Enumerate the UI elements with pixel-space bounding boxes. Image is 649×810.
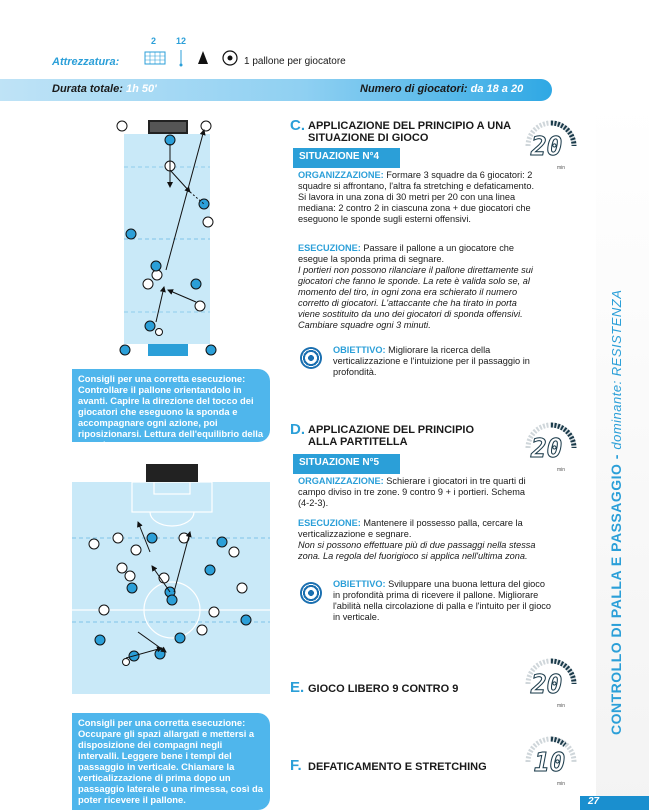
diagram-situation-4 <box>108 112 228 362</box>
page-number: 27 <box>580 796 649 810</box>
target-icon <box>300 582 322 604</box>
section-f-letter: F. <box>290 757 302 774</box>
section-d-title <box>308 424 474 448</box>
obj-d-text: Sviluppare una buona lettura del gioco in profondità prima di ricevere il pallone. Migliorare l'abilità nella circolazione di palla e l'intuito per il gioco in verticale. <box>333 579 552 622</box>
tip-2-text: Occupare gli spazi allargati e mettersi a disposizione dei compagni negli intervalli. Leggere bene i tempi del passaggio in verticale. Chiamare la verticalizzazione di prima dopo un passaggio laterale o una rimessa, così da poter ricevere il pallone. <box>78 728 263 805</box>
situation-4-badge: SITUAZIONE N°4 <box>293 148 400 168</box>
org-d-label: ORGANIZZAZIONE: <box>298 476 384 486</box>
side-label <box>608 95 624 735</box>
exe-d-text: Mantenere il possesso palla, cercare la verticalizzazione e segnare. <box>298 518 523 539</box>
org-c-label: ORGANIZZAZIONE: <box>298 170 384 180</box>
timer-d-unit: min <box>557 467 566 473</box>
obj-c-text: Migliorare la ricerca della verticalizzazione e l'intuizione per il passaggio in profondità. <box>333 345 530 377</box>
section-d-objective <box>333 579 551 623</box>
diagram-situation-5 <box>70 460 274 700</box>
duration <box>52 83 157 95</box>
players <box>360 83 523 95</box>
exe-d-label: ESECUZIONE: <box>298 518 361 528</box>
goal-bottom <box>148 344 188 356</box>
timer-f-unit: min <box>557 781 566 787</box>
section-c-execution <box>298 243 538 331</box>
section-c-title <box>308 120 511 144</box>
section-d-letter: D. <box>290 421 305 438</box>
org-d-text: Schierare i giocatori in tre quarti di campo diviso in tre zone. 9 contro 9 + i portieri. Schema (4-2-3). <box>298 476 526 508</box>
target-icon <box>300 347 322 369</box>
duration-value: 1h 50' <box>125 83 157 95</box>
goal-top-2 <box>146 464 198 482</box>
section-f-title: DEFATICAMENTO E STRETCHING <box>308 761 487 773</box>
section-e-letter: E. <box>290 679 305 696</box>
section-c-title-2: SITUAZIONE DI GIOCO <box>308 132 429 144</box>
section-c-letter: C. <box>290 117 305 134</box>
org-c-text: Formare 3 squadre da 6 giocatori: 2 squadre si affrontano, l'altra fa stretching e defaticamento. Si lavora in una zona di 30 metri per 20 con una linea mediana: 2 contro 2 in ciascuna zona + due giocatori che eseguono le sponde sugli esterni offensivi. <box>298 170 535 224</box>
section-e-title: GIOCO LIBERO 9 CONTRO 9 <box>308 683 459 695</box>
section-c-objective <box>333 345 551 378</box>
timer-e-unit: min <box>557 703 566 709</box>
section-c-title-1: APPLICAZIONE DEL PRINCIPIO A UNA <box>308 120 512 132</box>
tip-box-2 <box>72 713 270 810</box>
duration-label: Durata totale: <box>52 83 123 95</box>
exe-c-italic: I portieri non possono rilanciare il pallone direttamente sui giocatori che fanno le sponde. La rete è valida solo se, al momento del tiro, in ogni zona era schierato il numero corretto di giocatori. L'attaccante che ha tirato in porta viene sostituito da uno dei giocatori di sponda offensivi. Cambiare squadre ogni 3 minuti. <box>298 265 533 330</box>
timer-e-value: 20 <box>531 670 563 700</box>
timer-d-value: 20 <box>531 434 563 464</box>
section-d-title-1: APPLICAZIONE DEL PRINCIPIO <box>308 424 475 436</box>
situation-5-badge: SITUAZIONE N°5 <box>293 454 400 474</box>
equipment-count-a: 2 <box>151 36 157 46</box>
tip-1-title: Consigli per una corretta esecuzione: <box>78 373 246 384</box>
equipment-text: 1 pallone per giocatore <box>244 56 346 67</box>
equipment-label: Attrezzatura: <box>52 56 120 68</box>
obj-c-label: OBIETTIVO: <box>333 345 386 355</box>
exe-d-italic: Non si possono effettuare più di due passaggi nella stessa zona. La regola del fuorigioco si applica nell'ultima zona. <box>298 540 536 561</box>
exe-c-label: ESECUZIONE: <box>298 243 361 253</box>
cone-icon <box>198 51 208 64</box>
side-label-sub: dominante: RESISTENZA <box>609 289 624 450</box>
tip-box-1 <box>72 369 270 450</box>
tip-2-title: Consigli per una corretta esecuzione: <box>78 717 246 728</box>
players-value: da 18 a 20 <box>470 83 524 95</box>
equipment-icons <box>143 48 243 70</box>
obj-d-label: OBIETTIVO: <box>333 579 386 589</box>
side-label-main: CONTROLLO DI PALLA E PASSAGGIO - <box>608 449 624 735</box>
section-d-execution <box>298 518 538 562</box>
players-label: Numero di giocatori: <box>360 83 468 95</box>
tip-1-text: Controllare il pallone orientandolo in avanti. Capire la direzione del tocco dei giocatori che eseguono la sponda e accompagnare ogni azione, poi riposizionarsi. Lettura dell'equilibrio della squadra. <box>78 384 264 450</box>
section-c-organization <box>298 170 538 225</box>
timer-f-value: 10 <box>534 748 566 778</box>
section-d-title-2: ALLA PARTITELLA <box>308 436 408 448</box>
section-d-organization <box>298 476 538 509</box>
timer-c-value: 20 <box>531 132 563 162</box>
exe-c-text: Passare il pallone a un giocatore che esegue la sponda prima di segnare. <box>298 243 515 264</box>
equipment-count-b: 12 <box>176 36 187 46</box>
timer-c-unit: min <box>557 165 566 171</box>
